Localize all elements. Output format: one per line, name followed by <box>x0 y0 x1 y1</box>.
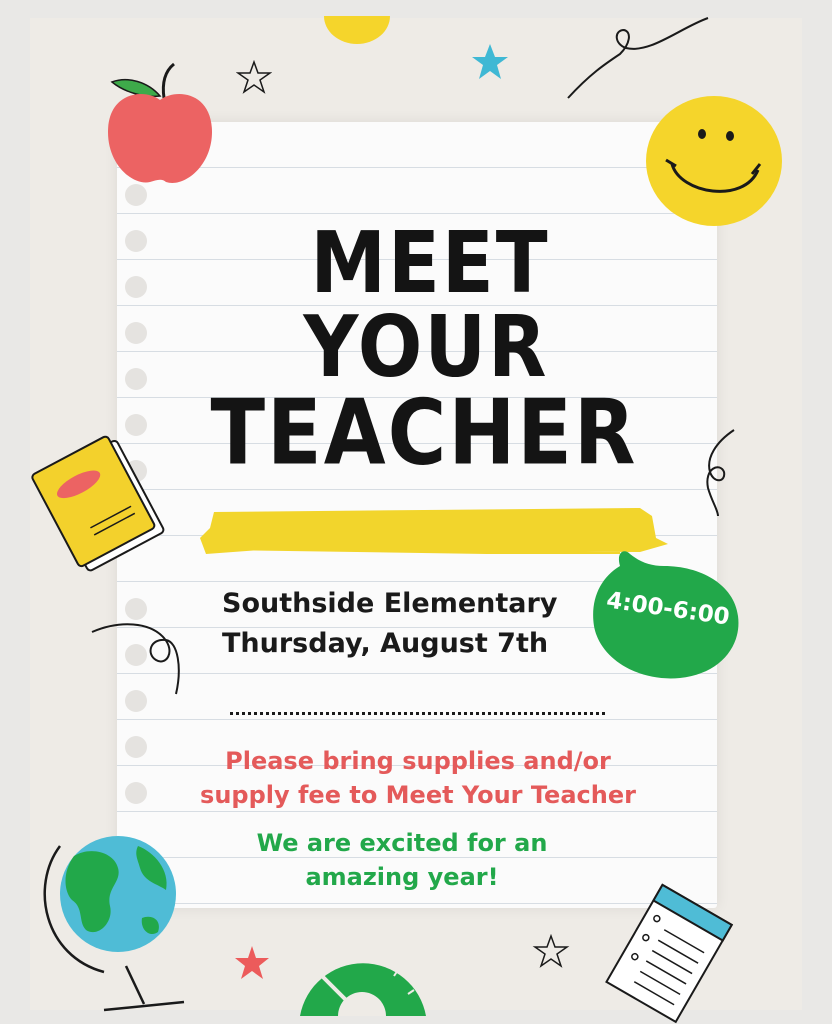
book-icon <box>30 424 170 574</box>
dotted-divider <box>230 712 605 715</box>
star-red-icon <box>232 944 272 982</box>
sun-half-icon <box>322 14 392 46</box>
globe-icon <box>34 826 194 1016</box>
smiley-icon <box>644 94 784 228</box>
star-blue-icon <box>470 42 510 82</box>
apple-icon <box>104 62 216 188</box>
excited-note-line-2: amazing year! <box>305 863 499 891</box>
title-line-2: YOUR <box>303 296 549 397</box>
school-name: Southside Elementary <box>222 588 558 619</box>
supplies-note-line-2: supply fee to Meet Your Teacher <box>200 781 636 809</box>
squiggle-right-icon <box>700 428 740 518</box>
supplies-note-line-1: Please bring supplies and/or <box>225 747 611 775</box>
event-time: 4:00-6:00 <box>604 587 732 631</box>
protractor-icon <box>298 946 428 1016</box>
squiggle-icon <box>560 14 710 104</box>
title-line-1: MEET <box>310 212 550 313</box>
star-outline-icon <box>236 60 272 96</box>
notepad-icon <box>592 878 742 1024</box>
event-date: Thursday, August 7th <box>222 628 549 659</box>
excited-note-line-1: We are excited for an <box>256 829 548 857</box>
star-outline-bottom-icon <box>532 934 570 970</box>
squiggle-left-icon <box>90 618 186 698</box>
title-line-3: TEACHER <box>210 380 638 485</box>
supplies-note <box>2 744 832 812</box>
